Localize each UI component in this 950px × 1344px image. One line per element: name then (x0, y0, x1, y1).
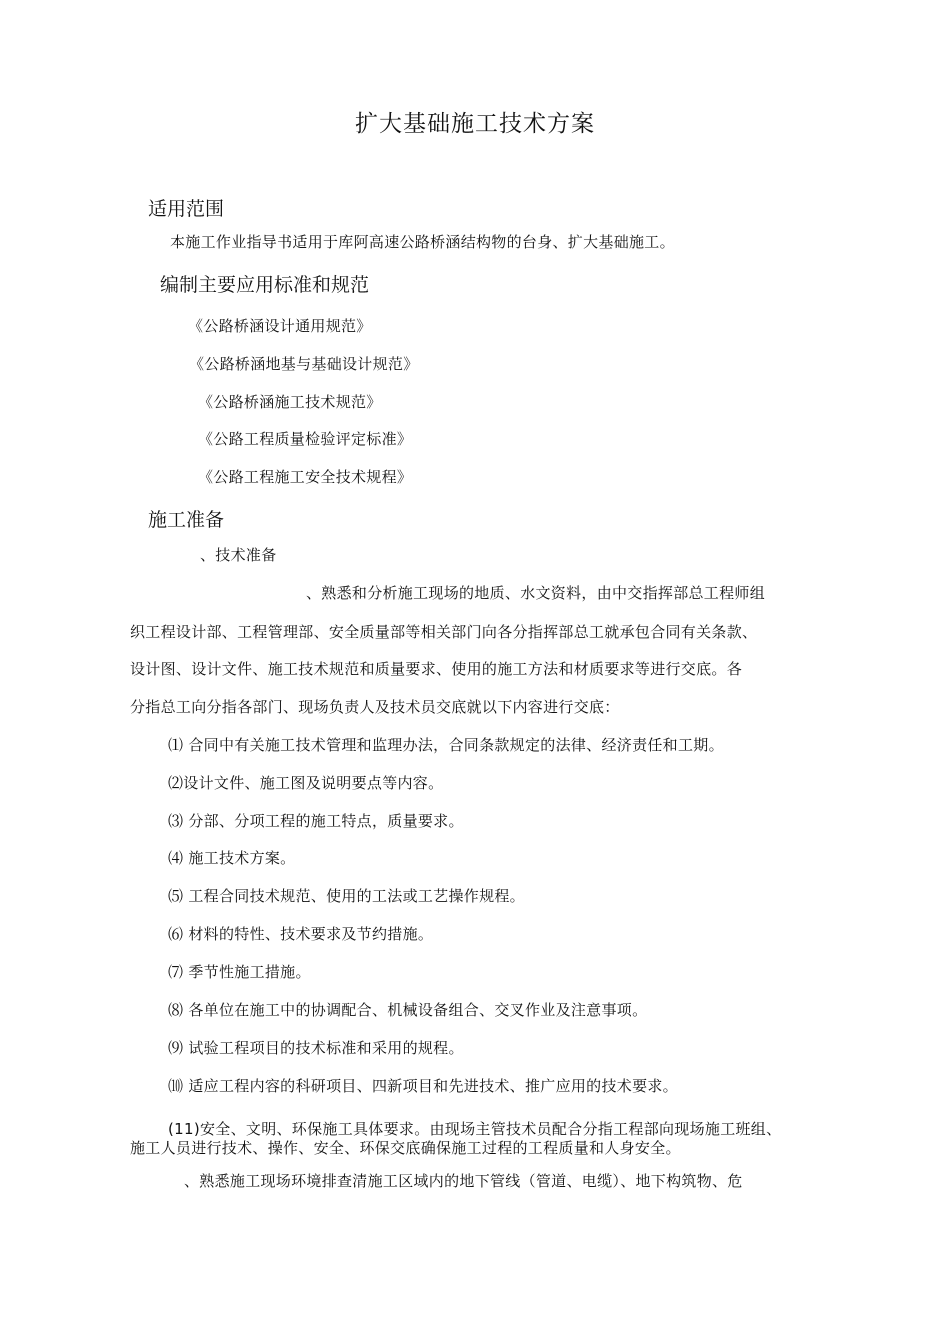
intro-line: 织工程设计部、工程管理部、安全质量部等相关部门向各分指挥部总工就承包合同有关条款、 (130, 623, 758, 641)
list-item: ⑽ 适应工程内容的科研项目、四新项目和先进技术、推广应用的技术要求。 (168, 1077, 678, 1095)
intro-line: 、熟悉和分析施工现场的地质、水文资料，由中交指挥部总工程师组 (306, 584, 766, 602)
list-item-11-line: 施工人员进行技术、操作、安全、环保交底确保施工过程的工程质量和人身安全。 (130, 1139, 681, 1157)
scope-paragraph: 本施工作业指导书适用于库阿高速公路桥涵结构物的台身、扩大基础施工。 (170, 233, 675, 251)
list-item: ⑵设计文件、施工图及说明要点等内容。 (168, 774, 444, 792)
list-item: ⑸ 工程合同技术规范、使用的工法或工艺操作规程。 (168, 887, 525, 905)
list-item: ⑼ 试验工程项目的技术标准和采用的规程。 (168, 1039, 464, 1057)
standard-item: 《公路工程质量检验评定标准》 (198, 430, 413, 448)
list-item: ⑴ 合同中有关施工技术管理和监理办法，合同条款规定的法律、经济责任和工期。 (168, 736, 724, 754)
list-item: ⑶ 分部、分项工程的施工特点，质量要求。 (168, 812, 464, 830)
intro-line: 设计图、设计文件、施工技术规范和质量要求、使用的施工方法和材质要求等进行交底。各 (130, 660, 743, 678)
list-item-11-line: (11)安全、文明、环保施工具体要求。由现场主管技术员配合分指工程部向现场施工班组、 (168, 1120, 782, 1138)
list-item: ⑻ 各单位在施工中的协调配合、机械设备组合、交叉作业及注意事项。 (168, 1001, 648, 1019)
section-heading-scope: 适用范围 (148, 198, 225, 220)
section-heading-standards: 编制主要应用标准和规范 (160, 274, 370, 296)
standard-item: 《公路桥涵地基与基础设计规范》 (189, 355, 419, 373)
list-item: ⑺ 季节性施工措施。 (168, 963, 311, 981)
site-environment-line: 、熟悉施工现场环境排查清施工区域内的地下管线（管道、电缆）、地下构筑物、危 (184, 1172, 743, 1190)
section-heading-preparation: 施工准备 (148, 509, 225, 531)
subsection-heading-technical: 、技术准备 (200, 546, 277, 564)
page-title: 扩大基础施工技术方案 (355, 111, 595, 137)
standard-item: 《公路桥涵施工技术规范》 (198, 393, 382, 411)
standard-item: 《公路桥涵设计通用规范》 (188, 317, 372, 335)
list-item: ⑹ 材料的特性、技术要求及节约措施。 (168, 925, 434, 943)
list-item: ⑷ 施工技术方案。 (168, 849, 296, 867)
intro-line: 分指总工向分指各部门、现场负责人及技术员交底就以下内容进行交底： (130, 698, 620, 716)
standard-item: 《公路工程施工安全技术规程》 (198, 468, 413, 486)
